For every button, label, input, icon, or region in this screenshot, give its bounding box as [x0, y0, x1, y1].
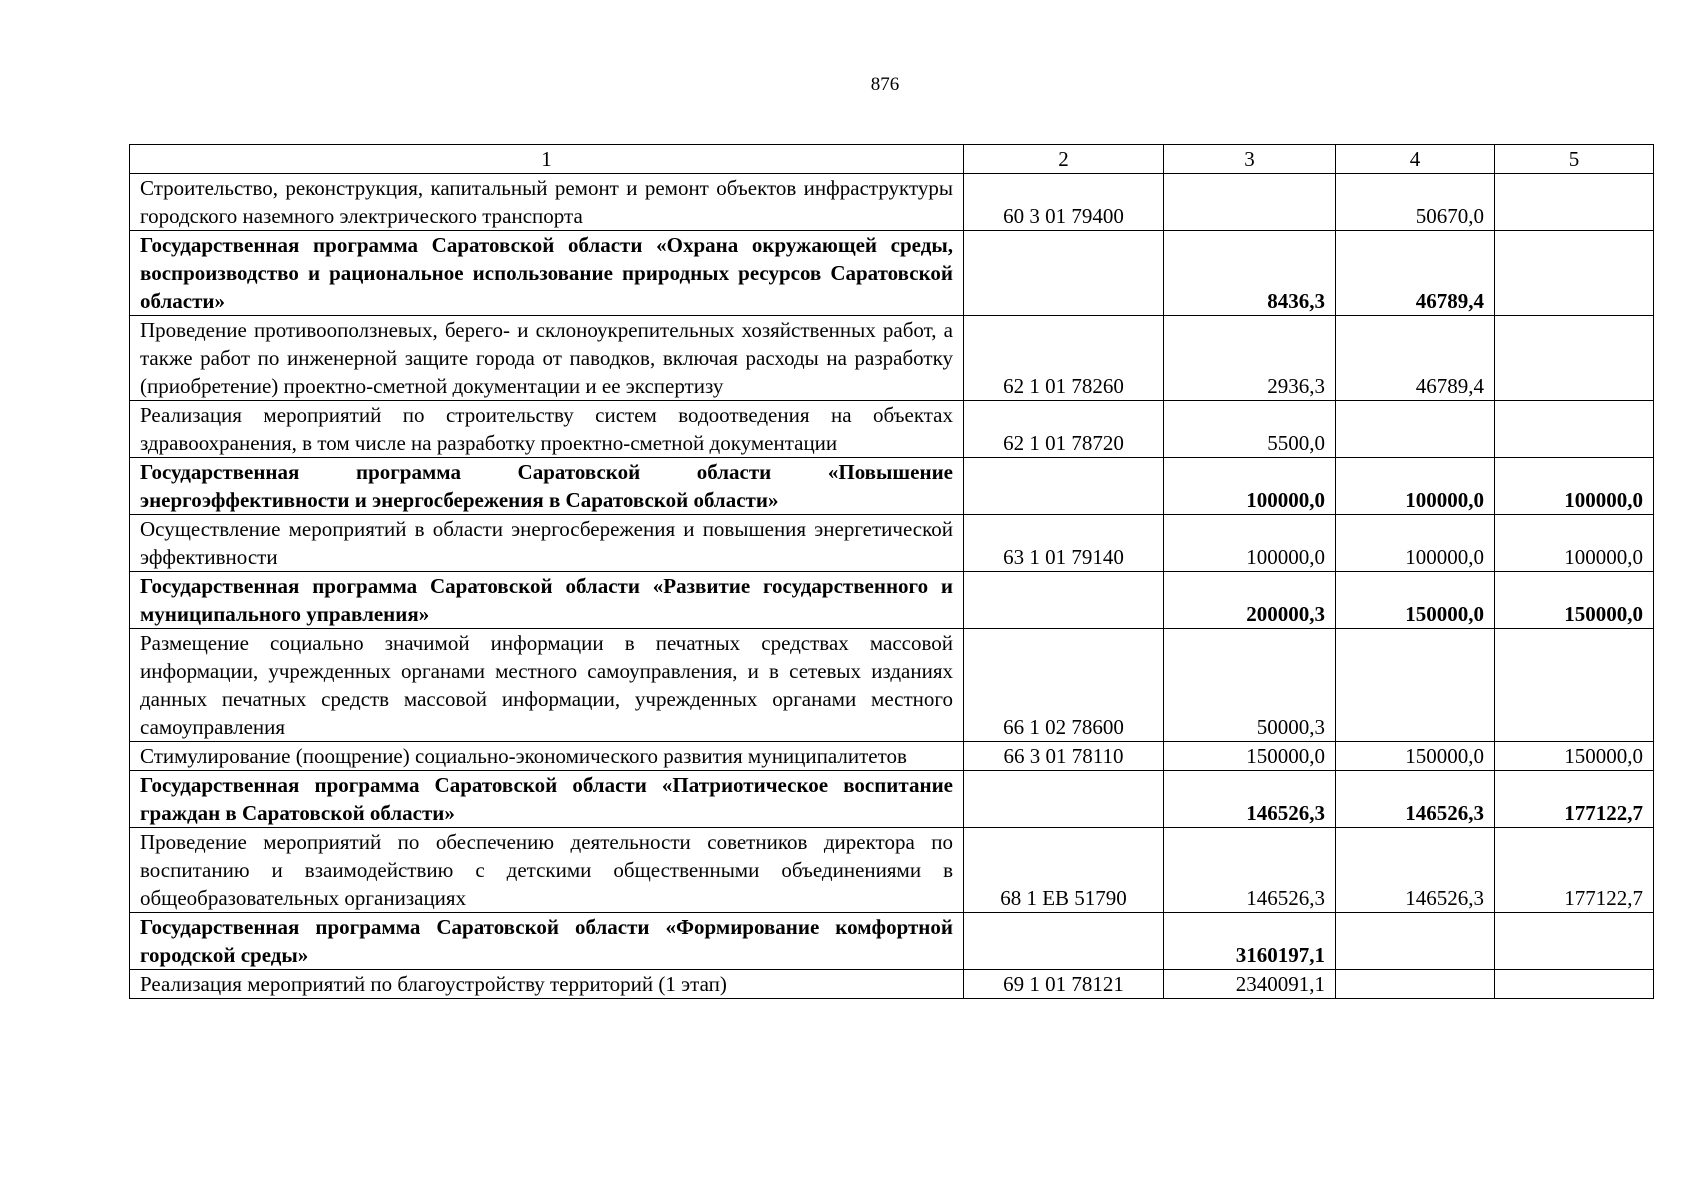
row-value-3-cell: 2936,3 [1164, 316, 1336, 401]
row-name-cell: Осуществление мероприятий в области энергосбережения и повышения энергетической эффективности [130, 515, 964, 572]
budget-table-body [130, 145, 1654, 999]
table-row [130, 174, 1654, 231]
table-row [130, 742, 1654, 771]
row-name-cell: Государственная программа Саратовской области «Охрана окружающей среды, воспроизводство и рациональное использование природных ресурсов Саратовской области» [130, 231, 964, 316]
row-value-5-cell: 177122,7 [1495, 771, 1654, 828]
program-row [130, 458, 1654, 515]
column-number-1: 1 [130, 145, 964, 174]
row-value-4-cell [1336, 401, 1495, 458]
row-name-cell: Стимулирование (поощрение) социально-экономического развития муниципалитетов [130, 742, 964, 771]
row-name-cell: Государственная программа Саратовской области «Формирование комфортной городской среды» [130, 913, 964, 970]
table-row [130, 401, 1654, 458]
row-value-4-cell: 50670,0 [1336, 174, 1495, 231]
program-row [130, 572, 1654, 629]
row-value-5-cell [1495, 174, 1654, 231]
row-code-cell: 60 3 01 79400 [964, 174, 1164, 231]
row-value-5-cell [1495, 970, 1654, 999]
row-value-4-cell: 46789,4 [1336, 231, 1495, 316]
row-value-3-cell: 146526,3 [1164, 828, 1336, 913]
row-value-5-cell [1495, 231, 1654, 316]
column-number-2: 2 [964, 145, 1164, 174]
row-value-3-cell: 2340091,1 [1164, 970, 1336, 999]
table-row [130, 515, 1654, 572]
row-code-cell: 63 1 01 79140 [964, 515, 1164, 572]
row-value-3-cell: 200000,3 [1164, 572, 1336, 629]
row-value-5-cell [1495, 913, 1654, 970]
row-value-5-cell [1495, 629, 1654, 742]
row-code-cell: 62 1 01 78720 [964, 401, 1164, 458]
row-code-cell [964, 231, 1164, 316]
row-value-4-cell: 150000,0 [1336, 742, 1495, 771]
row-name-cell: Реализация мероприятий по строительству систем водоотведения на объектах здравоохранения, в том числе на разработку проектно-сметной документации [130, 401, 964, 458]
column-number-4: 4 [1336, 145, 1495, 174]
program-row [130, 231, 1654, 316]
row-name-cell: Реализация мероприятий по благоустройству территорий (1 этап) [130, 970, 964, 999]
row-value-5-cell: 150000,0 [1495, 742, 1654, 771]
row-value-3-cell: 8436,3 [1164, 231, 1336, 316]
row-code-cell [964, 572, 1164, 629]
row-value-5-cell: 100000,0 [1495, 458, 1654, 515]
row-code-cell: 66 3 01 78110 [964, 742, 1164, 771]
row-code-cell: 68 1 ЕВ 51790 [964, 828, 1164, 913]
row-value-4-cell: 100000,0 [1336, 458, 1495, 515]
row-value-5-cell: 150000,0 [1495, 572, 1654, 629]
row-value-5-cell: 100000,0 [1495, 515, 1654, 572]
row-value-5-cell [1495, 316, 1654, 401]
row-value-3-cell: 50000,3 [1164, 629, 1336, 742]
row-name-cell: Государственная программа Саратовской области «Развитие государственного и муниципального управления» [130, 572, 964, 629]
row-name-cell: Размещение социально значимой информации в печатных средствах массовой информации, учрежденных органами местного самоуправления, и в сетевых изданиях данных печатных средств массовой информации, учрежденных органами местного самоуправления [130, 629, 964, 742]
row-value-3-cell: 3160197,1 [1164, 913, 1336, 970]
row-value-3-cell: 100000,0 [1164, 458, 1336, 515]
row-value-4-cell [1336, 970, 1495, 999]
row-value-3-cell: 5500,0 [1164, 401, 1336, 458]
row-value-4-cell: 46789,4 [1336, 316, 1495, 401]
table-row [130, 629, 1654, 742]
row-code-cell [964, 771, 1164, 828]
row-code-cell [964, 913, 1164, 970]
row-value-5-cell [1495, 401, 1654, 458]
column-number-5: 5 [1495, 145, 1654, 174]
table-row [130, 828, 1654, 913]
row-value-4-cell: 100000,0 [1336, 515, 1495, 572]
row-name-cell: Проведение мероприятий по обеспечению деятельности советников директора по воспитанию и взаимодействию с детскими общественными объединениями в общеобразовательных организациях [130, 828, 964, 913]
row-value-5-cell: 177122,7 [1495, 828, 1654, 913]
row-value-3-cell [1164, 174, 1336, 231]
row-value-3-cell: 150000,0 [1164, 742, 1336, 771]
row-value-4-cell: 146526,3 [1336, 828, 1495, 913]
row-value-4-cell [1336, 629, 1495, 742]
column-number-3: 3 [1164, 145, 1336, 174]
program-row [130, 771, 1654, 828]
column-number-row [130, 145, 1654, 174]
row-value-4-cell: 150000,0 [1336, 572, 1495, 629]
row-name-cell: Строительство, реконструкция, капитальный ремонт и ремонт объектов инфраструктуры городского наземного электрического транспорта [130, 174, 964, 231]
table-row [130, 970, 1654, 999]
row-value-4-cell [1336, 913, 1495, 970]
row-value-3-cell: 100000,0 [1164, 515, 1336, 572]
row-name-cell: Проведение противооползневых, берего- и склоноукрепительных хозяйственных работ, а также работ по инженерной защите города от паводков, включая расходы на разработку (приобретение) проектно-сметной документации и ее экспертизу [130, 316, 964, 401]
row-name-cell: Государственная программа Саратовской области «Повышение энергоэффективности и энергосбережения в Саратовской области» [130, 458, 964, 515]
table-row [130, 316, 1654, 401]
row-code-cell: 62 1 01 78260 [964, 316, 1164, 401]
row-code-cell: 69 1 01 78121 [964, 970, 1164, 999]
row-code-cell: 66 1 02 78600 [964, 629, 1164, 742]
row-name-cell: Государственная программа Саратовской области «Патриотическое воспитание граждан в Саратовской области» [130, 771, 964, 828]
row-value-4-cell: 146526,3 [1336, 771, 1495, 828]
row-value-3-cell: 146526,3 [1164, 771, 1336, 828]
page-number: 876 [870, 74, 900, 95]
program-row [130, 913, 1654, 970]
budget-table [129, 144, 1654, 999]
row-code-cell [964, 458, 1164, 515]
